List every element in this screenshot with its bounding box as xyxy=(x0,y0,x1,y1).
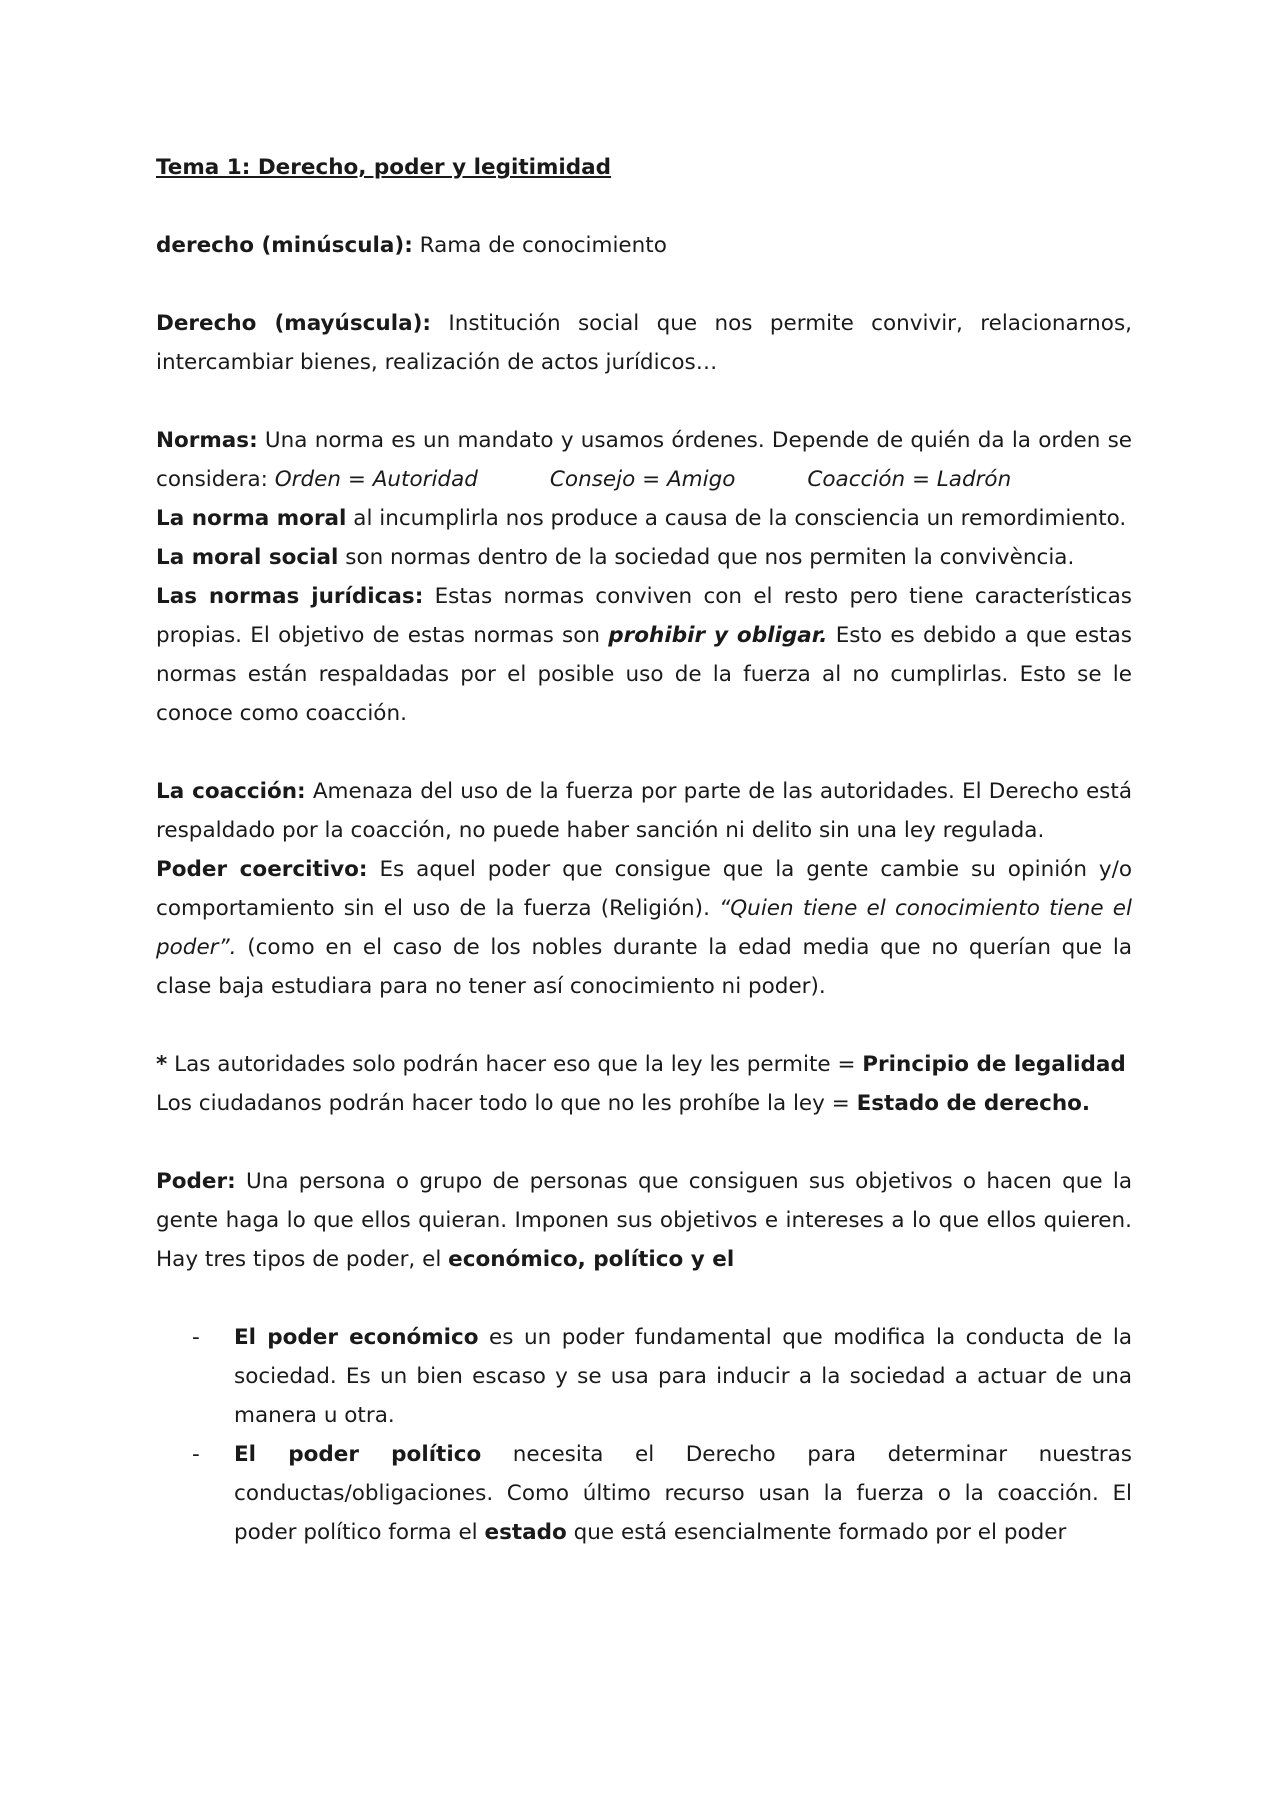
term: Poder coercitivo: xyxy=(156,857,368,882)
consejo-amigo: Consejo = Amigo xyxy=(549,467,736,492)
document-body xyxy=(156,148,1132,1552)
term: Principio de legalidad xyxy=(862,1052,1126,1077)
paragraph-normas-juridicas: Las normas jurídicas: Estas normas conviven con el resto pero tiene características propias. El objetivo de estas normas son prohibir y obligar. Esto es debido a que estas normas están respaldadas por el posible uso de la fuerza al no cumplirlas. Esto se le conoce como coacción. xyxy=(156,584,1132,726)
term: La norma moral xyxy=(156,506,347,531)
asterisk: * xyxy=(156,1052,168,1077)
emphasis: económico, político y el xyxy=(448,1247,735,1272)
term: derecho (minúscula): xyxy=(156,233,413,258)
term: El poder político xyxy=(234,1442,482,1467)
paragraph-poder: Poder: Una persona o grupo de personas que consiguen sus objetivos o hacen que la gente haga lo que ellos quieran. Imponen sus objetivos e intereses a lo que ellos quieren. Hay tres tipos de poder, el económico, político y el xyxy=(156,1169,1132,1272)
emphasis: prohibir y obligar. xyxy=(608,623,828,648)
paragraph-poder-coercitivo: Poder coercitivo: Es aquel poder que consigue que la gente cambie su opinión y/o comportamiento sin el uso de la fuerza (Religión). “Quien tiene el conocimiento tiene el poder”. (como en el caso de los nobles durante la edad media que no querían que la clase baja estudiara para no tener así conocimiento ni poder). xyxy=(156,857,1132,999)
term: Las normas jurídicas: xyxy=(156,584,424,609)
emphasis: estado xyxy=(484,1520,567,1545)
page-title: Tema 1: Derecho, poder y legitimidad xyxy=(156,155,612,180)
term: Estado de derecho. xyxy=(856,1091,1091,1116)
term: Normas: xyxy=(156,428,258,453)
list-item: - El poder político necesita el Derecho para determinar nuestras conductas/obligaciones. Como último recurso usan la fuerza o la coacción. El poder político forma el estado que está esencialmente formado por el poder xyxy=(156,1435,1132,1552)
term: La moral social xyxy=(156,545,339,570)
paragraph-coaccion: La coacción: Amenaza del uso de la fuerza por parte de las autoridades. El Derecho está respaldado por la coacción, no puede haber sanción ni delito sin una ley regulada. xyxy=(156,779,1132,843)
term: La coacción: xyxy=(156,779,306,804)
paragraph-norma-moral: La norma moral al incumplirla nos produce a causa de la consciencia un remordimiento. xyxy=(156,506,1127,531)
quote: “Quien tiene el conocimiento tiene el poder”. xyxy=(156,896,1132,960)
paragraph-normas: Normas: Una norma es un mandato y usamos órdenes. Depende de quién da la orden se considera: Orden = Autoridad Consejo = Amigo Coacción = Ladrón xyxy=(156,421,1132,499)
paragraph-derecho-mayuscula: Derecho (mayúscula): Institución social que nos permite convivir, relacionarnos, intercambiar bienes, realización de actos jurídicos… xyxy=(156,311,1132,375)
coaccion-ladron: Coacción = Ladrón xyxy=(807,467,1012,492)
paragraph-estado-derecho: Los ciudadanos podrán hacer todo lo que no les prohíbe la ley = Estado de derecho. xyxy=(156,1091,1091,1116)
orden-autoridad: Orden = Autoridad xyxy=(274,467,478,492)
dash-marker: - xyxy=(192,1325,200,1350)
paragraph-derecho-minuscula: derecho (minúscula): Rama de conocimiento xyxy=(156,233,667,258)
paragraph-principio-legalidad: * Las autoridades solo podrán hacer eso que la ley les permite = Principio de legalidad xyxy=(156,1052,1126,1077)
dash-marker: - xyxy=(192,1442,200,1467)
poder-types-list xyxy=(156,1318,1132,1552)
term: Poder: xyxy=(156,1169,236,1194)
list-item: - El poder económico es un poder fundamental que modifica la conducta de la sociedad. Es un bien escaso y se usa para inducir a la sociedad a actuar de una manera u otra. xyxy=(156,1318,1132,1435)
term: Derecho (mayúscula): xyxy=(156,311,432,336)
paragraph-moral-social: La moral social son normas dentro de la sociedad que nos permiten la convivència. xyxy=(156,545,1075,570)
term: El poder económico xyxy=(234,1325,479,1350)
